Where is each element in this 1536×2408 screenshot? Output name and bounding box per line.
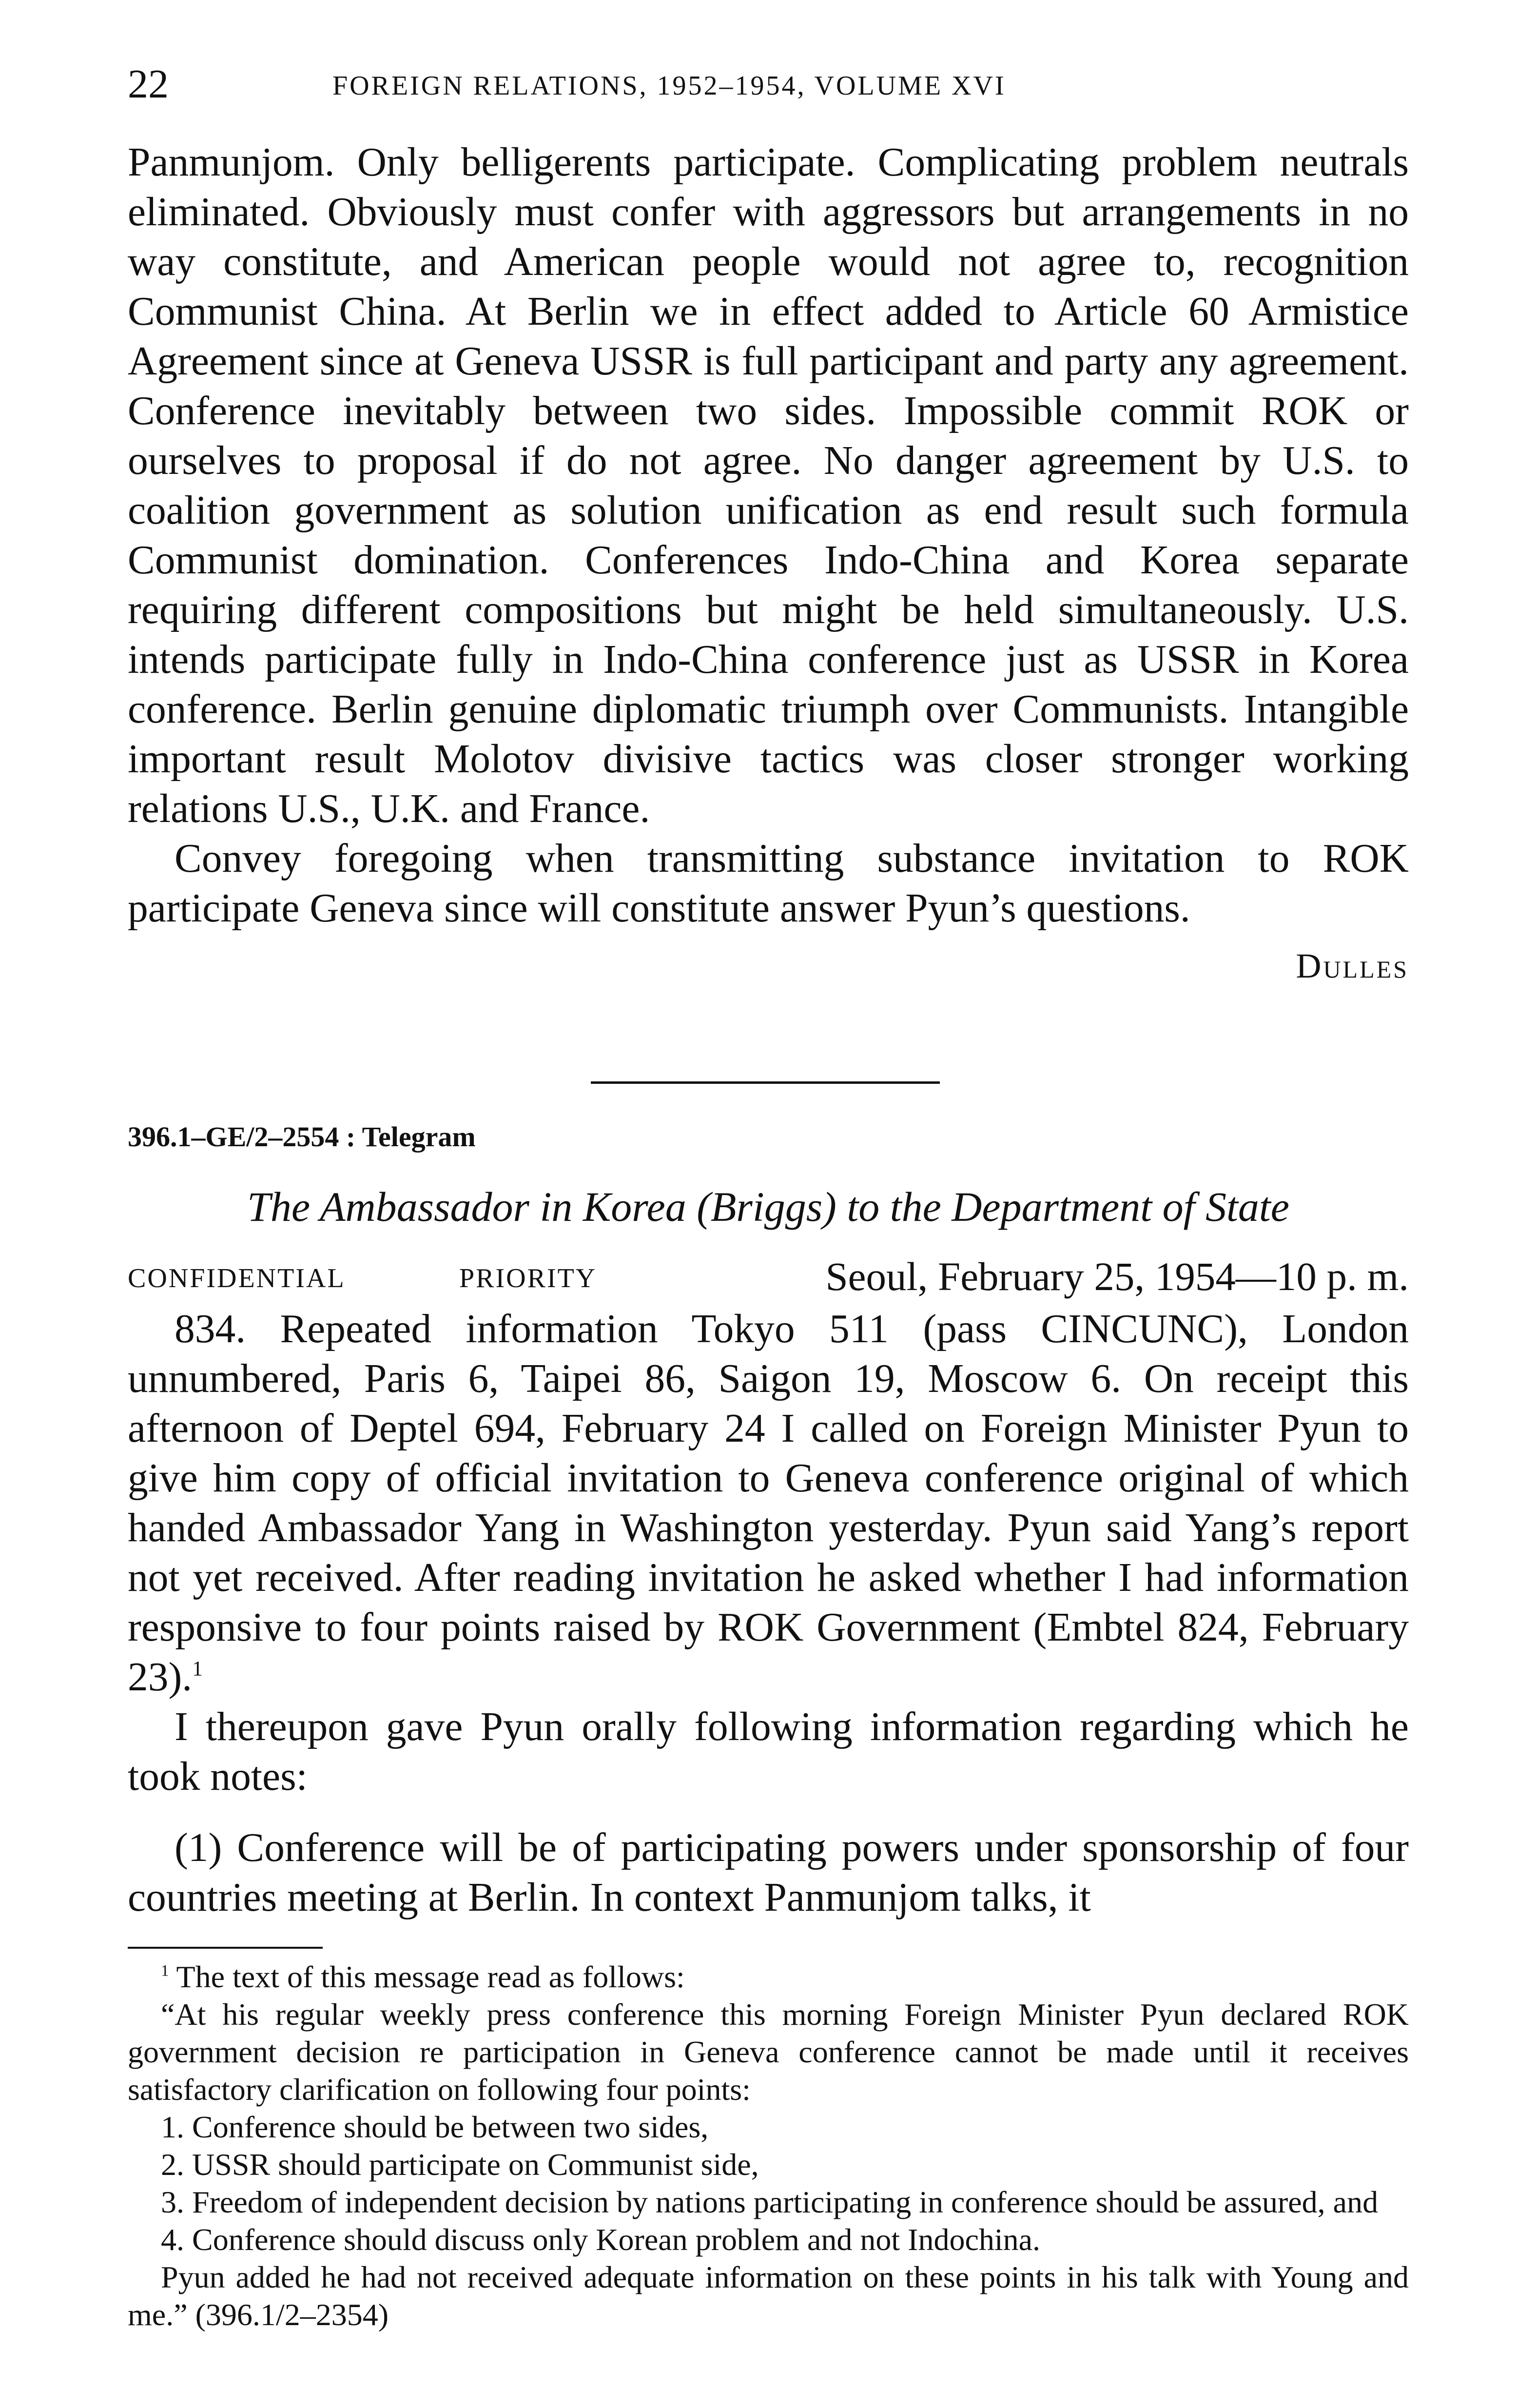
continued-telegram <box>128 137 1409 986</box>
page-number: 22 <box>128 61 169 107</box>
classification-row <box>128 1253 1409 1304</box>
footnote-reference: 1 <box>192 1657 203 1681</box>
telegram-paragraph: (1) Conference will be of participating powers under sponsorship of four countries meeting at Berlin. In context Panmunjom talks, it <box>128 1825 1409 1920</box>
footnote-closing: Pyun added he had not received adequate information on these points in his talk with Young and me.” (396.1/2–2354) <box>128 2260 1409 2332</box>
continued-paragraph: Panmunjom. Only belligerents participate. Complicating problem neutrals eliminated. Obviously must confer with aggressors but arrangements in no way constitute, and American people would not agree to, recognition Communist China. At Berlin we in effect added to Article 60 Armistice Agreement since at Geneva USSR is full participant and party any agreement. Conference inevitably between two sides. Impossible commit ROK or ourselves to proposal if do not agree. No danger agreement by U.S. to coalition government as solution unification as end result such formula Communist domination. Conferences Indo-China and Korea separate requiring different compositions but might be held simultaneously. U.S. intends participate fully in Indo-China conference just as USSR in Korea conference. Berlin genuine diplomatic triumph over Communists. Intangible important result Molotov divisive tactics was closer stronger working relations U.S., U.K. and France. <box>128 140 1409 831</box>
running-title: FOREIGN RELATIONS, 1952–1954, VOLUME XVI <box>332 71 1006 101</box>
section-divider <box>591 1081 940 1084</box>
telegram-paragraph-text: 834. Repeated information Tokyo 511 (pass CINCUNC), London unnumbered, Paris 6, Taipei 86, Saigon 19, Moscow 6. On receipt this afternoon of Deptel 694, February 24 I called on Foreign Minister Pyun to give him copy of official invitation to Geneva conference original of which handed Ambassador Yang in Washington yesterday. Pyun said Yang’s report not yet received. After reading invitation he asked whether I had information responsive to four points raised by ROK Government (Embtel 824, February 23). <box>128 1307 1409 1700</box>
footnote-quote: “At his regular weekly press conference this morning Foreign Minister Pyun declared ROK government decision re participation in Geneva conference cannot be made until it receives satisfactory clarification on following four points: <box>128 1997 1409 2107</box>
footnote-list-item: 2. USSR should participate on Communist side, <box>161 2147 759 2182</box>
document-reference: 396.1–GE/2–2554 : Telegram <box>128 1121 476 1153</box>
footnote-rule <box>128 1947 323 1949</box>
priority-label: PRIORITY <box>459 1263 597 1293</box>
footnote-marker: 1 <box>161 1961 169 1980</box>
footnote-list-item: 4. Conference should discuss only Korean problem and not Indochina. <box>161 2222 1041 2257</box>
telegram-paragraph <box>128 1304 1409 1702</box>
footnotes <box>128 1958 1409 2333</box>
footnote-list-item: 3. Freedom of independent decision by nations participating in conference should be assured, and <box>161 2185 1379 2219</box>
telegram-paragraph: I thereupon gave Pyun orally following information regarding which he took notes: <box>128 1704 1409 1799</box>
dateline: Seoul, February 25, 1954—10 p. m. <box>825 1254 1409 1299</box>
footnote-intro <box>128 1958 1409 1996</box>
footnote-intro-text: The text of this message read as follows: <box>176 1959 685 1994</box>
telegram-document <box>128 1117 1409 1922</box>
page-header <box>128 58 1408 111</box>
document-title: The Ambassador in Korea (Briggs) to the Department of State <box>247 1183 1289 1230</box>
classification-label: CONFIDENTIAL <box>128 1263 346 1293</box>
closing-paragraph: Convey foregoing when transmitting substance invitation to ROK participate Geneva since will constitute answer Pyun’s questions. <box>128 836 1409 931</box>
footnote-list-item: 1. Conference should be between two sides, <box>161 2110 709 2144</box>
signature: Dulles <box>1296 946 1409 985</box>
